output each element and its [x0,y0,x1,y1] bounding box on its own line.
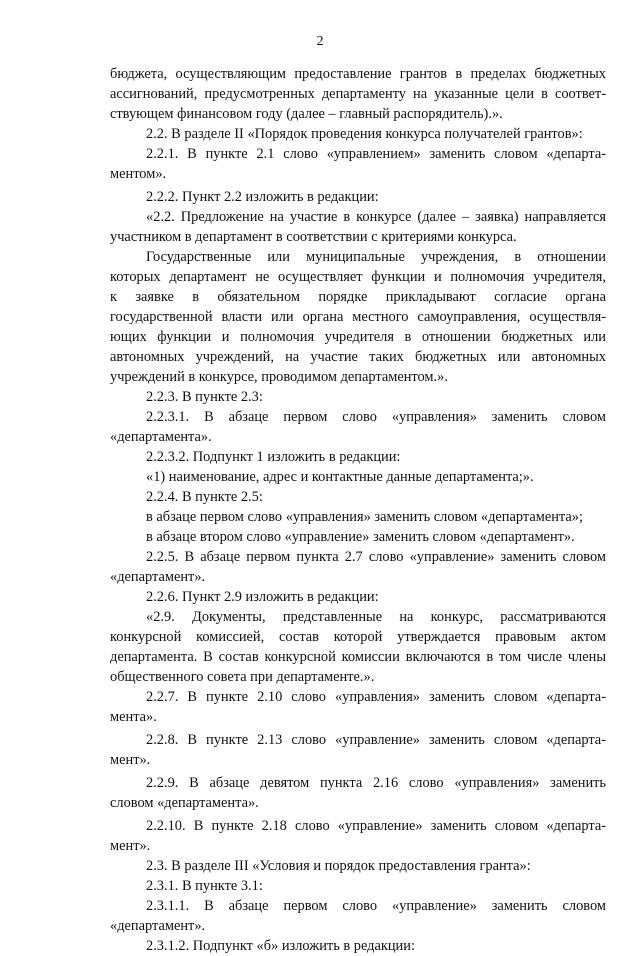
document-body [110,64,606,956]
text-line: 2.2.3.2. Подпункт 1 изложить в редакции: [146,449,401,465]
text-line: в абзаце втором слово «управление» заменить словом «департамент». [146,529,575,545]
text-line: 2.2.5. В абзаце первом пункта 2.7 слово «управление» заменить словом [146,549,606,565]
text-line: 2.2.3.1. В абзаце первом слово «управления» заменить словом [146,409,606,425]
text-line: «1) наименование, адрес и контактные данные департамента;». [146,469,534,485]
text-line: мент». [110,838,151,854]
text-line: словом «департамента». [110,795,259,811]
text-line: «2.9. Документы, представленные на конкурс, рассматриваются [146,609,606,625]
text-line: департамента. В состав конкурсной комиссии включаются в том числе члены [110,649,606,665]
text-line: 2.2.2. Пункт 2.2 изложить в редакции: [146,189,379,205]
text-line: 2.2.9. В абзаце девятом пункта 2.16 слово «управления» заменить [146,775,606,791]
text-line: 2.2.4. В пункте 2.5: [146,489,263,505]
text-line: автономных учреждений, на участие таких бюджетных или автономных [110,349,606,365]
text-line: 2.3. В разделе III «Условия и порядок предоставления гранта»: [146,858,531,874]
text-line: 2.2. В разделе II «Порядок проведения конкурса получателей грантов»: [146,126,583,142]
text-line: 2.2.8. В пункте 2.13 слово «управление» заменить словом «департа- [146,732,606,748]
text-line: ющих функции и полномочия учредителя в отношении бюджетных или [110,329,606,345]
text-line: «департамент». [110,569,206,585]
text-line: конкурсной комиссией, состав которой утверждается правовым актом [110,629,606,645]
text-line: мент». [110,752,151,768]
text-line: участником в департамент в соответствии с критериями конкурса. [110,229,517,245]
text-line: ментом». [110,166,167,182]
page-number: 2 [316,34,324,49]
text-line: государственной власти или органа местного самоуправления, осуществля- [110,309,606,325]
text-line: в абзаце первом слово «управления» заменить словом «департамента»; [146,509,583,525]
text-line: учреждений в конкурсе, проводимом департаментом.». [110,369,448,385]
text-line: общественного совета при департаменте.». [110,669,375,685]
text-line: 2.2.3. В пункте 2.3: [146,389,263,405]
text-line: мента». [110,709,157,725]
text-line: 2.2.10. В пункте 2.18 слово «управление» заменить словом «департа- [146,818,606,834]
text-line: 2.2.7. В пункте 2.10 слово «управления» заменить словом «департа- [146,689,606,705]
text-line: 2.2.6. Пункт 2.9 изложить в редакции: [146,589,379,605]
text-line: ассигнований, предусмотренных департаменту на указанные цели в соответ- [110,86,606,102]
text-line: 2.3.1.1. В абзаце первом слово «управление» заменить словом [146,898,606,914]
text-line: которых департамент не осуществляет функции и полномочия учредителя, [110,269,606,285]
text-line: к заявке в обязательном порядке прикладывают согласие органа [110,289,606,305]
text-line: 2.2.1. В пункте 2.1 слово «управлением» заменить словом «департа- [146,146,606,162]
text-line: «2.2. Предложение на участие в конкурсе (далее – заявка) направляется [146,209,606,225]
text-line: Государственные или муниципальные учреждения, в отношении [146,249,606,265]
text-line: ствующем финансовом году (далее – главный распорядитель).». [110,106,503,122]
text-line: 2.3.1. В пункте 3.1: [146,878,263,894]
text-line: 2.3.1.2. Подпункт «б» изложить в редакции: [146,938,415,954]
text-line: бюджета, осуществляющим предоставление грантов в пределах бюджетных [110,66,606,82]
text-line: «департамент». [110,918,206,934]
text-line: «департамента». [110,429,212,445]
